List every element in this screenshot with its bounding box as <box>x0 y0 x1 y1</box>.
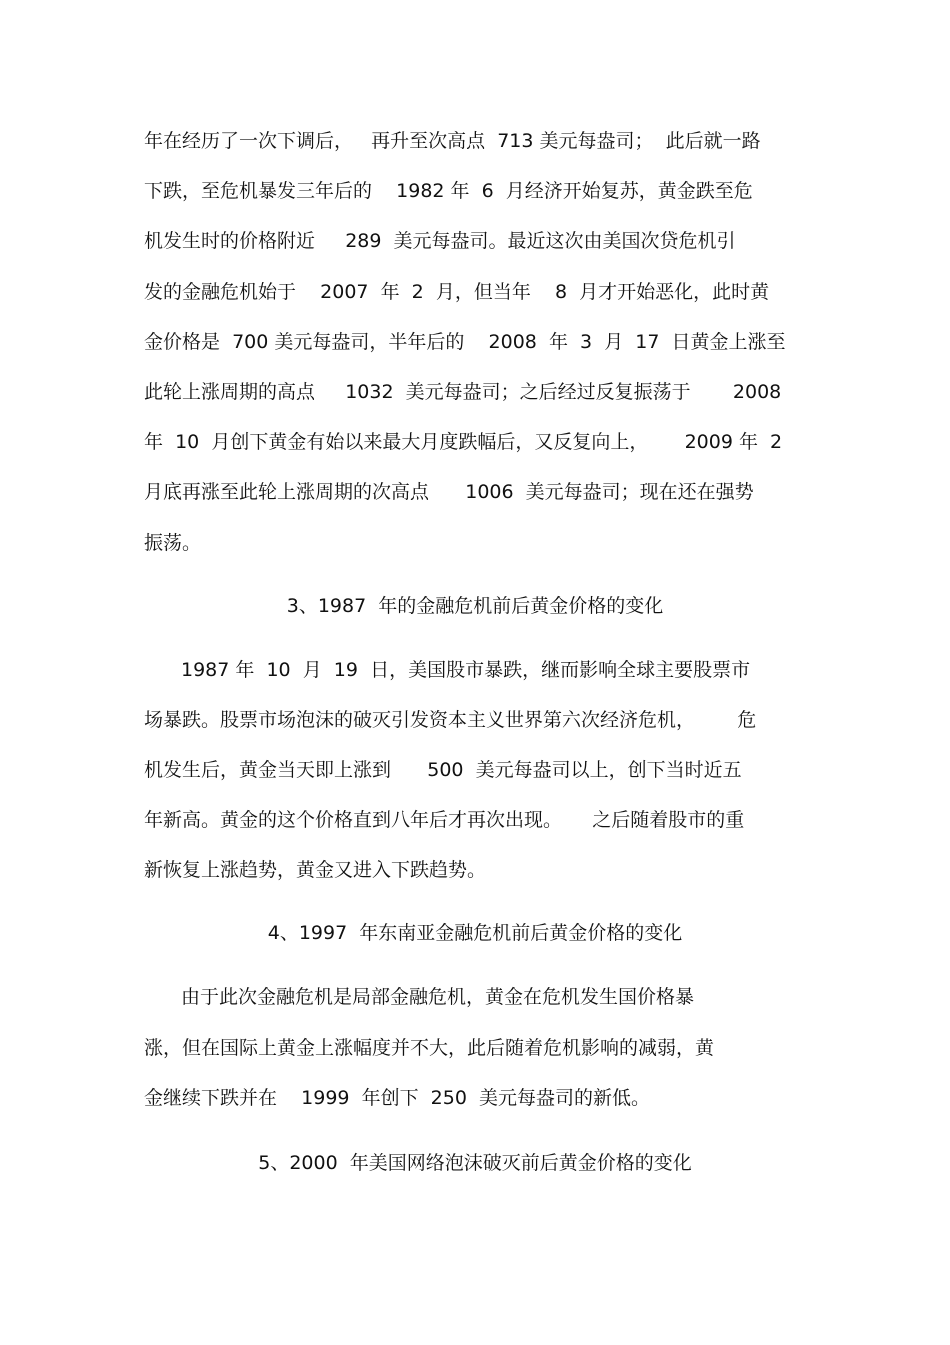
paragraph-line: 发的金融危机始于 2007 年 2 月，但当年 8 月才开始恶化，此时黄 <box>144 281 770 303</box>
paragraph-line: 此轮上涨周期的高点 1032 美元每盎司；之后经过反复振荡于 2008 <box>144 381 782 403</box>
paragraph-line: 下跌，至危机暴发三年后的 1982 年 6 月经济开始复苏，黄金跌至危 <box>144 180 753 202</box>
paragraph-line: 年在经历了一次下调后， 再升至次高点 713 美元每盎司； 此后就一路 <box>144 130 761 152</box>
paragraph-line: 新恢复上涨趋势，黄金又进入下跌趋势。 <box>144 859 487 881</box>
paragraph-line: 1987 年 10 月 19 日，美国股市暴跌，继而影响全球主要股票市 <box>181 659 751 681</box>
section-heading-3: 3、1987 年的金融危机前后黄金价格的变化 <box>286 595 664 617</box>
paragraph-line: 金价格是 700 美元每盎司，半年后的 2008 年 3 月 17 日黄金上涨至 <box>144 331 786 353</box>
paragraph-line: 金继续下跌并在 1999 年创下 250 美元每盎司的新低。 <box>144 1087 651 1109</box>
section-heading-4: 4、1997 年东南亚金融危机前后黄金价格的变化 <box>267 922 683 944</box>
paragraph-line: 年 10 月创下黄金有始以来最大月度跌幅后，又反复向上， 2009 年 2 <box>144 431 783 453</box>
paragraph-line: 由于此次金融危机是局部金融危机，黄金在危机发生国价格暴 <box>181 986 695 1008</box>
section-heading-5: 5、2000 年美国网络泡沫破灭前后黄金价格的变化 <box>258 1152 692 1174</box>
paragraph-line: 场暴跌。股票市场泡沫的破灭引发资本主义世界第六次经济危机， 危 <box>144 709 757 731</box>
paragraph-line: 年新高。黄金的这个价格直到八年后才再次出现。 之后随着股市的重 <box>144 809 745 831</box>
paragraph-line: 机发生时的价格附近 289 美元每盎司。最近这次由美国次贷危机引 <box>144 230 736 252</box>
paragraph-line: 振荡。 <box>144 532 202 554</box>
paragraph-line: 涨，但在国际上黄金上涨幅度并不大，此后随着危机影响的减弱，黄 <box>144 1037 715 1059</box>
paragraph-line: 机发生后，黄金当天即上涨到 500 美元每盎司以上，创下当时近五 <box>144 759 742 781</box>
paragraph-line: 月底再涨至此轮上涨周期的次高点 1006 美元每盎司；现在还在强势 <box>144 481 754 503</box>
